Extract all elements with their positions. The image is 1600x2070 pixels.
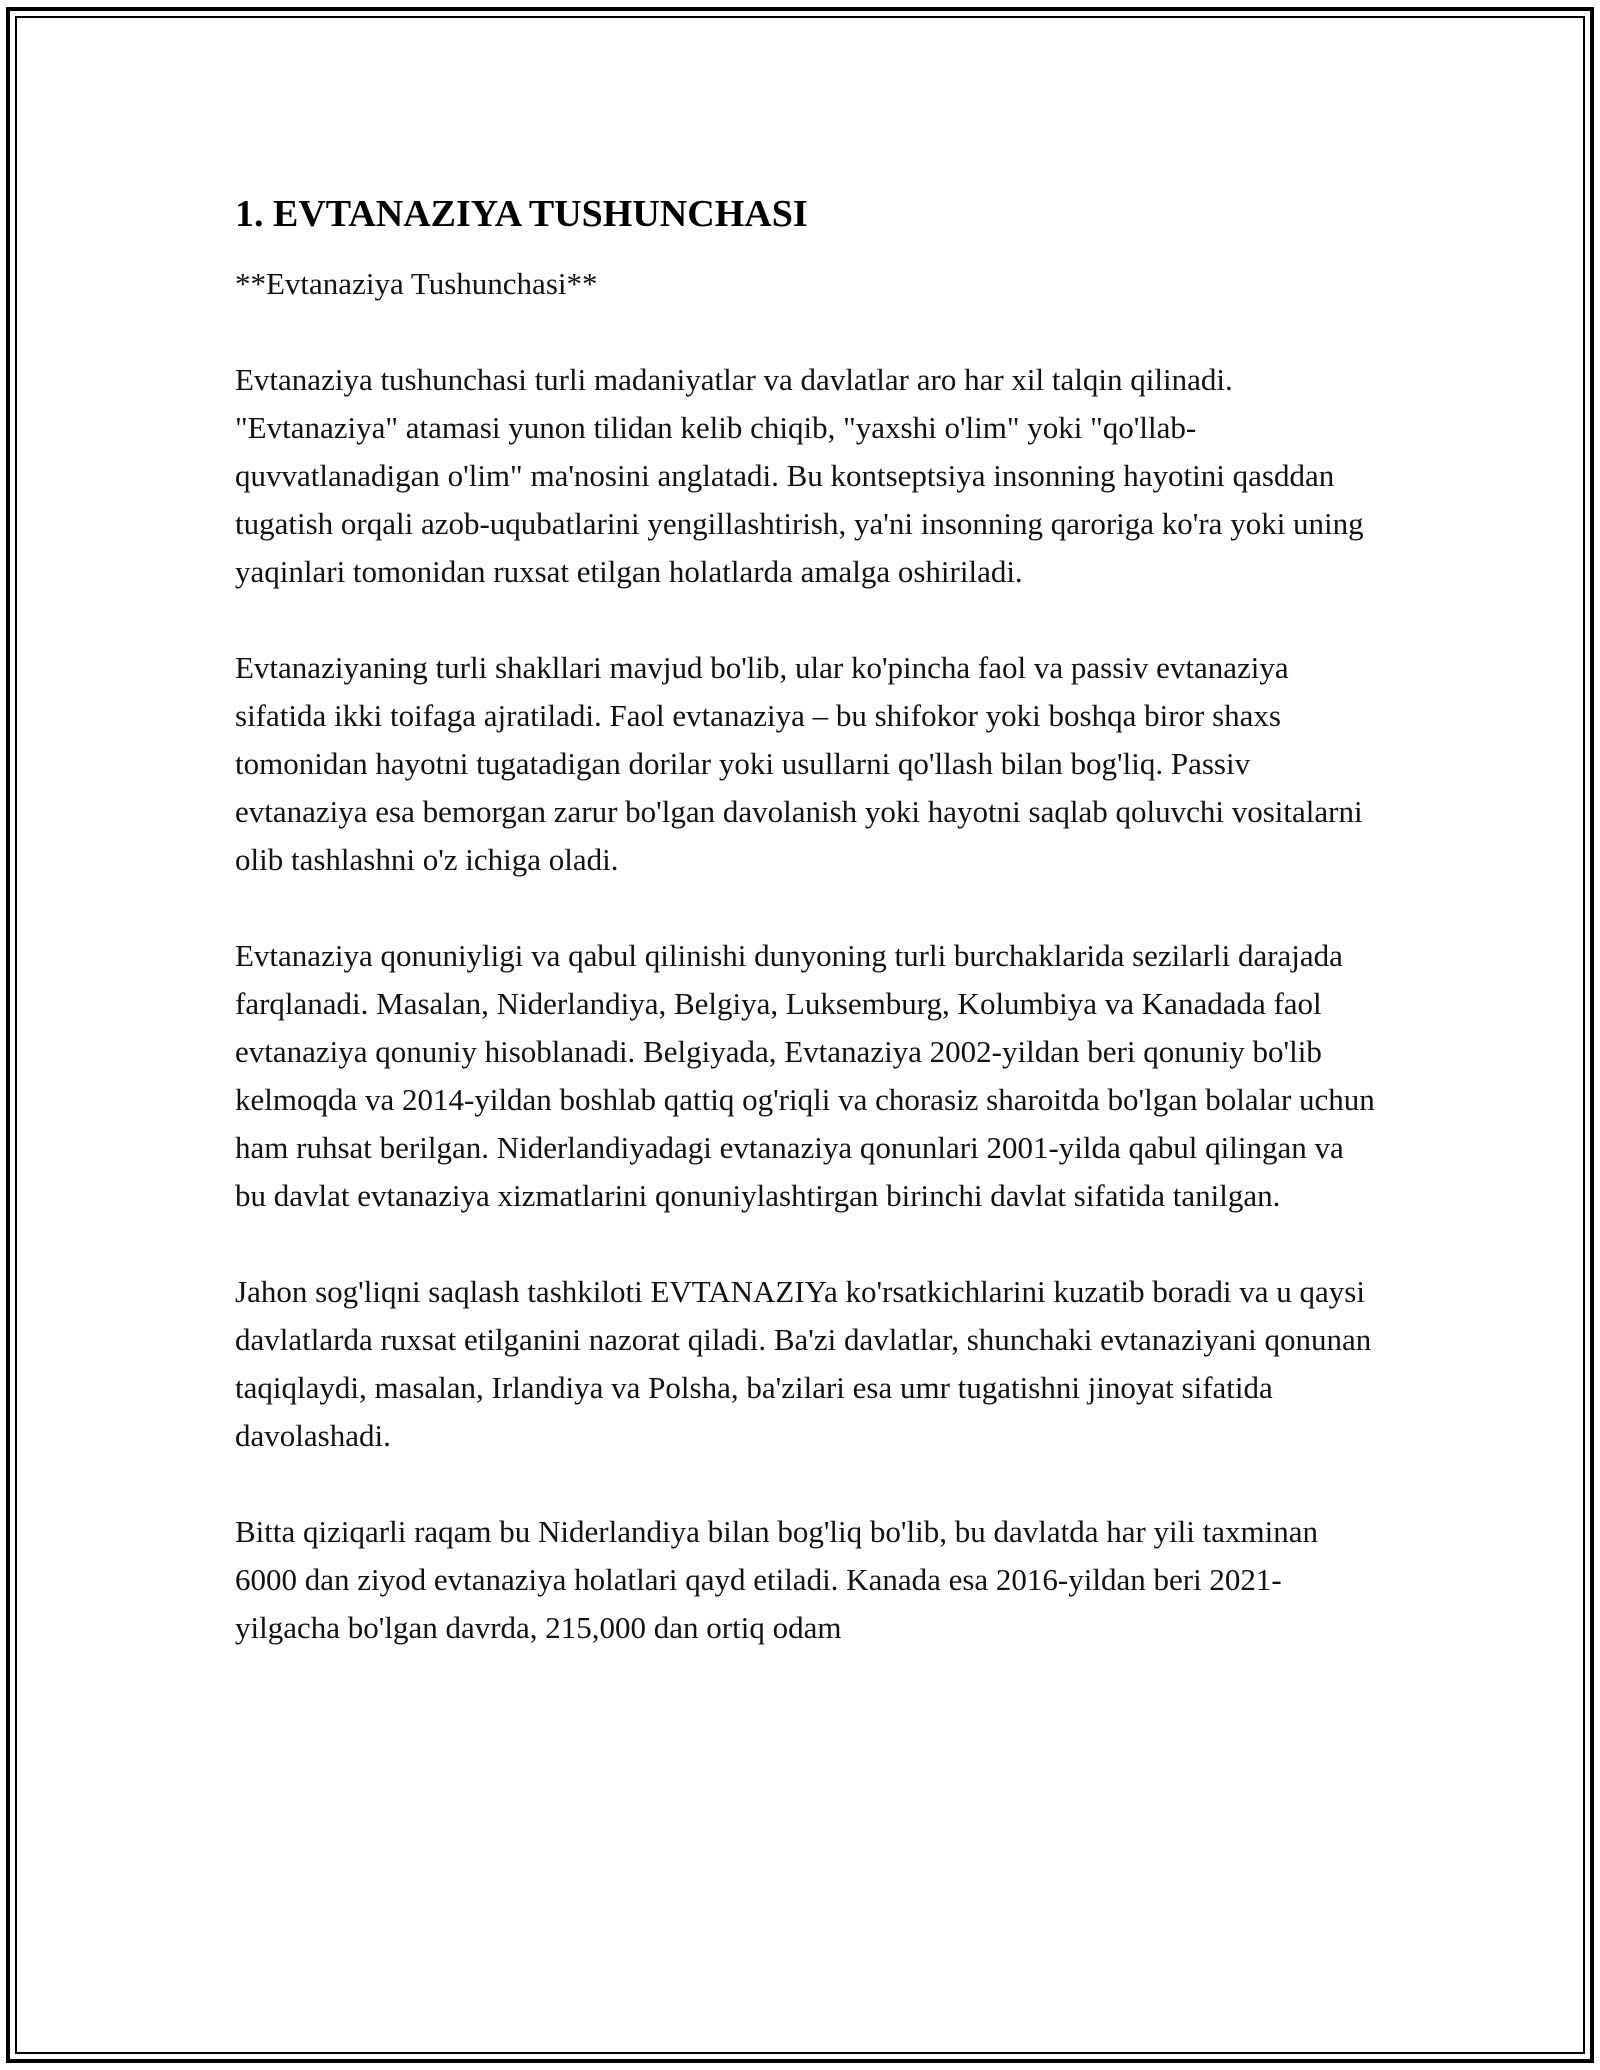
- paragraph-definition: Evtanaziya tushunchasi turli madaniyatlar va davlatlar aro har xil talqin qilinadi. "Evtanaziya" atamasi yunon tilidan kelib chiqib, "yaxshi o'lim" yoki "qo'llab-quvvatlanadigan o'lim" ma'nosini anglatadi. Bu kontseptsiya insonning hayotini qasddan tugatish orqali azob-uqubatlarini yengillashtirish, ya'ni insonning qaroriga ko'ra yoki uning yaqinlari tomonidan ruxsat etilgan holatlarda amalga oshiriladi.: [235, 362, 1364, 589]
- section-subheading: **Evtanaziya Tushunchasi**: [235, 266, 598, 301]
- document-body: [235, 190, 1375, 1700]
- paragraph-statistics: Bitta qiziqarli raqam bu Niderlandiya bilan bog'liq bo'lib, bu davlatda har yili taxminan 6000 dan ziyod evtanaziya holatlari qayd etiladi. Kanada esa 2016-yildan beri 2021-yilgacha bo'lgan davrda, 215,000 dan ortiq odam: [235, 1514, 1318, 1645]
- section-heading: 1. EVTANAZIYA TUSHUNCHASI: [235, 193, 808, 235]
- paragraph-legality: Evtanaziya qonuniyligi va qabul qilinishi dunyoning turli burchaklarida sezilarli darajada farqlanadi. Masalan, Niderlandiya, Belgiya, Luksemburg, Kolumbiya va Kanadada faol evtanaziya qonuniy hisoblanadi. Belgiyada, Evtanaziya 2002-yildan beri qonuniy bo'lib kelmoqda va 2014-yildan boshlab qattiq og'riqli va chorasiz sharoitda bo'lgan bolalar uchun ham ruhsat berilgan. Niderlandiyadagi evtanaziya qonunlari 2001-yilda qabul qilingan va bu davlat evtanaziya xizmatlarini qonuniylashtirgan birinchi davlat sifatida tanilgan.: [235, 938, 1375, 1213]
- paragraph-forms: Evtanaziyaning turli shakllari mavjud bo'lib, ular ko'pincha faol va passiv evtanaziya sifatida ikki toifaga ajratiladi. Faol evtanaziya – bu shifokor yoki boshqa biror shaxs tomonidan hayotni tugatadigan dorilar yoki usullarni qo'llash bilan bog'liq. Passiv evtanaziya esa bemorgan zarur bo'lgan davolanish yoki hayotni saqlab qoluvchi vositalarni olib tashlashni o'z ichiga oladi.: [235, 650, 1363, 877]
- paragraph-who: Jahon sog'liqni saqlash tashkiloti EVTANAZIYa ko'rsatkichlarini kuzatib boradi va u qaysi davlatlarda ruxsat etilganini nazorat qiladi. Ba'zi davlatlar, shunchaki evtanaziyani qonunan taqiqlaydi, masalan, Irlandiya va Polsha, ba'zilari esa umr tugatishni jinoyat sifatida davolashadi.: [235, 1274, 1372, 1453]
